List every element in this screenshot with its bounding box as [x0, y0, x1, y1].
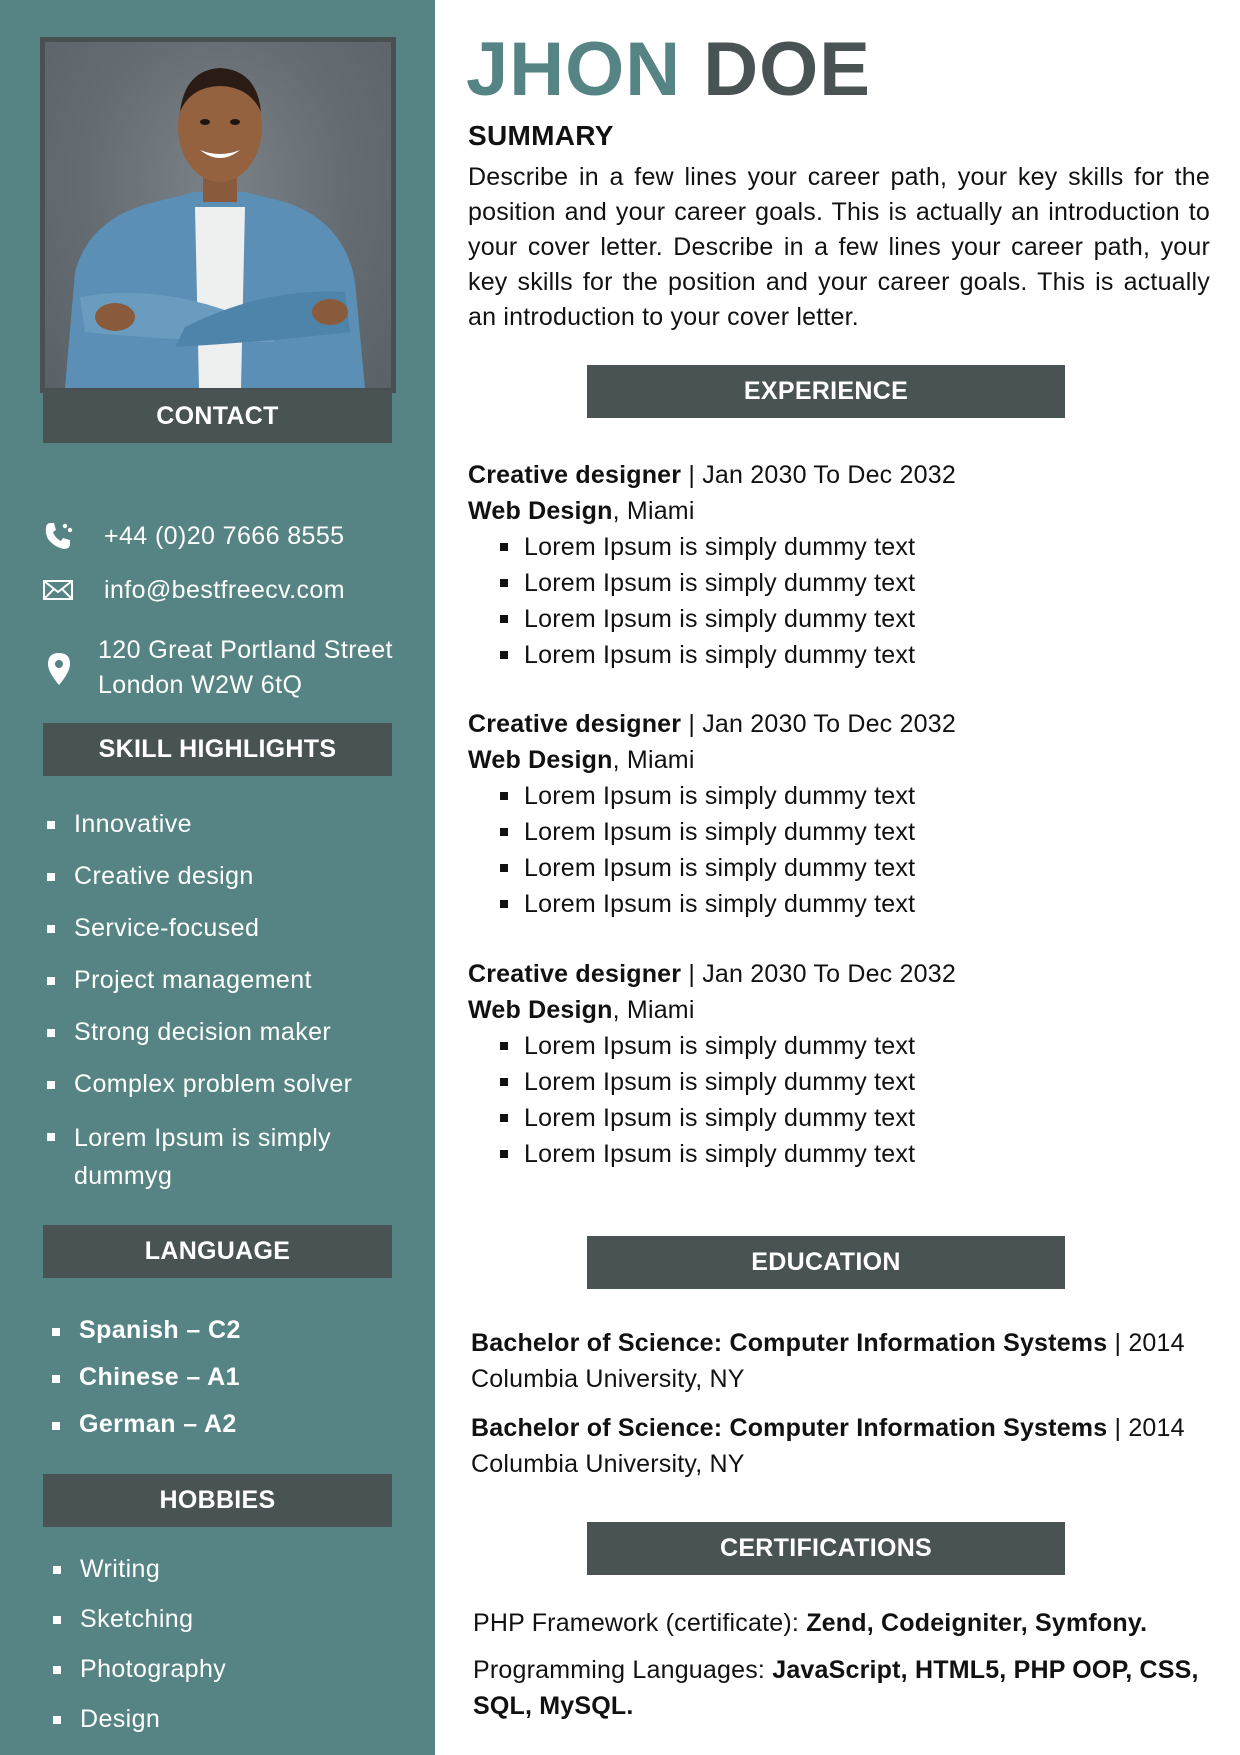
degree: Bachelor of Science: Computer Information Systems	[471, 1414, 1108, 1442]
envelope-icon	[40, 572, 76, 608]
last-name: DOE	[703, 27, 871, 112]
map-pin-icon	[44, 651, 74, 687]
location: , Miami	[612, 746, 695, 774]
list-item: Lorem Ipsum is simply dummy text	[500, 529, 1228, 565]
list-item: Lorem Ipsum is simply dummy text	[500, 886, 1228, 922]
company: Web Design	[468, 746, 613, 774]
cert-label: Programming Languages:	[473, 1656, 773, 1684]
education-entry	[471, 1325, 1211, 1397]
degree: Bachelor of Science: Computer Information Systems	[471, 1329, 1108, 1357]
list-item: Complex problem solver	[44, 1067, 364, 1101]
contact-email	[40, 572, 345, 608]
list-item: Lorem Ipsum is simply dummy text	[500, 601, 1228, 637]
list-item: German – A2	[49, 1408, 241, 1441]
degree-year: | 2014	[1107, 1329, 1185, 1357]
person-illustration	[45, 42, 391, 388]
list-item: Strong decision maker	[44, 1015, 364, 1049]
job-dates: | Jan 2030 To Dec 2032	[681, 710, 956, 738]
cert-value: JavaScript, HTML5, PHP OOP, CSS, SQL, MySQL.	[473, 1656, 1199, 1720]
list-item: Chinese – A1	[49, 1361, 241, 1394]
first-name: JHON	[466, 27, 682, 112]
candidate-name	[466, 28, 871, 112]
hobbies-heading: HOBBIES	[43, 1474, 392, 1527]
list-item: Innovative	[44, 807, 364, 841]
address-line-1: 120 Great Portland Street	[98, 636, 393, 664]
phone-number: +44 (0)20 7666 8555	[104, 521, 345, 550]
list-item: Lorem Ipsum is simply dummy text	[500, 637, 1228, 673]
sidebar	[0, 0, 435, 1755]
certifications-heading: CERTIFICATIONS	[587, 1522, 1065, 1575]
profile-photo-frame	[40, 37, 396, 393]
certification-php	[473, 1605, 1213, 1641]
contact-address	[98, 633, 393, 703]
job-bullets	[500, 1028, 1228, 1172]
job-title: Creative designer	[468, 461, 682, 489]
list-item: Lorem Ipsum is simply dummy text	[500, 565, 1228, 601]
list-item: Lorem Ipsum is simply dummy text	[500, 1136, 1228, 1172]
degree-year: | 2014	[1107, 1414, 1185, 1442]
list-item: Design	[50, 1702, 226, 1737]
list-item: Lorem Ipsum is simply dummy text	[500, 778, 1228, 814]
experience-entry	[468, 956, 1228, 1172]
list-item: Photography	[50, 1652, 226, 1687]
list-item: Creative design	[44, 859, 364, 893]
list-item: Sketching	[50, 1602, 226, 1637]
job-title: Creative designer	[468, 710, 682, 738]
cert-value: Zend, Codeigniter, Symfony.	[806, 1609, 1148, 1637]
skills-list	[44, 807, 364, 1213]
education-heading: EDUCATION	[587, 1236, 1065, 1289]
summary-title: SUMMARY	[468, 120, 614, 151]
list-item: Lorem Ipsum is simply dummy text	[500, 1100, 1228, 1136]
certification-languages	[473, 1652, 1213, 1724]
job-bullets	[500, 529, 1228, 673]
email-address: info@bestfreecv.com	[104, 575, 345, 604]
list-item: Spanish – C2	[49, 1314, 241, 1347]
job-dates: | Jan 2030 To Dec 2032	[681, 960, 956, 988]
school: Columbia University, NY	[471, 1365, 745, 1393]
list-item: Lorem Ipsum is simply dummy text	[500, 814, 1228, 850]
profile-photo	[45, 42, 391, 388]
job-bullets	[500, 778, 1228, 922]
list-item: Service-focused	[44, 911, 364, 945]
experience-entry	[468, 457, 1228, 673]
list-item: Lorem Ipsum is simply dummyg	[44, 1119, 364, 1195]
skills-heading: SKILL HIGHLIGHTS	[43, 723, 392, 776]
hobbies-list	[50, 1552, 226, 1752]
location: , Miami	[612, 497, 695, 525]
experience-entry	[468, 706, 1228, 922]
company: Web Design	[468, 497, 613, 525]
job-dates: | Jan 2030 To Dec 2032	[681, 461, 956, 489]
location: , Miami	[612, 996, 695, 1024]
list-item: Writing	[50, 1552, 226, 1587]
job-title: Creative designer	[468, 960, 682, 988]
list-item: Lorem Ipsum is simply dummy text	[500, 1064, 1228, 1100]
company: Web Design	[468, 996, 613, 1024]
contact-phone	[40, 518, 344, 554]
cert-label: PHP Framework (certificate):	[473, 1609, 807, 1637]
phone-icon	[40, 518, 76, 554]
address-line-2: London W2W 6tQ	[98, 671, 303, 699]
experience-heading: EXPERIENCE	[587, 365, 1065, 418]
language-heading: LANGUAGE	[43, 1225, 392, 1278]
list-item: Lorem Ipsum is simply dummy text	[500, 850, 1228, 886]
list-item: Lorem Ipsum is simply dummy text	[500, 1028, 1228, 1064]
list-item: Project management	[44, 963, 364, 997]
school: Columbia University, NY	[471, 1450, 745, 1478]
contact-heading: CONTACT	[43, 390, 392, 443]
summary-text: Describe in a few lines your career path, your key skills for the position and your career goals. This is actually an introduction to your cover letter. Describe in a few lines your career path, your key skills for the position and your career goals. This is actually an introduction to your cover letter.	[468, 163, 1210, 331]
education-entry	[471, 1410, 1211, 1482]
language-list	[49, 1314, 241, 1455]
